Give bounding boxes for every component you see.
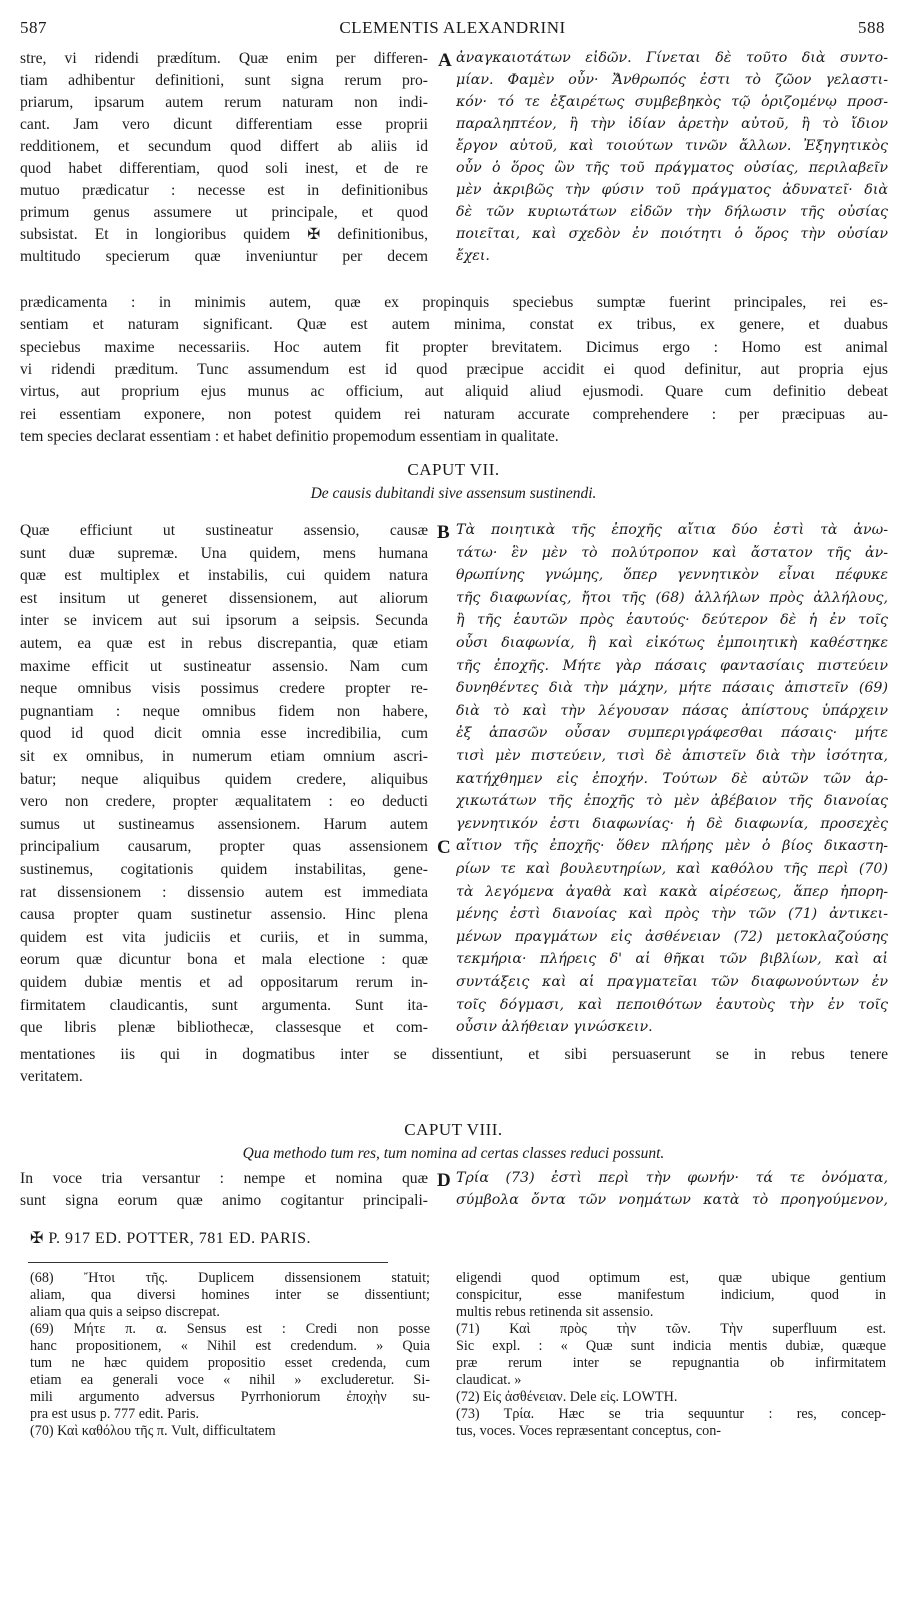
chapter-7-subtitle: De causis dubitandi sive assensum sustinendi. — [310, 485, 597, 502]
latin-full-line: speciebus maxime necessariis. Hoc autem fit propter brevitatem. Dicimus ergo : Homo est animal — [20, 338, 888, 356]
latin-line: pugnantiam : neque omnibus fidem non habere, — [20, 702, 428, 720]
greek-line: μένης ἐστὶ διανοίας καὶ πρὸς τὴν τῶν (71) ἀντικει- — [456, 906, 888, 923]
latin-line: sit ex omnibus, in numerum etiam omnium ascri- — [20, 748, 428, 765]
greek-line: οὖσιν ἀλήθειαν γινώσκειν. — [456, 1019, 653, 1036]
latin-line: quod id quod dicit omnia esse incredibilia, cum — [20, 725, 428, 743]
running-header — [20, 18, 885, 42]
latin-line: stre, vi ridendi prædítum. Quæ enim per differen- — [20, 50, 428, 67]
margin-letter-a: A — [438, 50, 452, 71]
latin-line: mutuo prædicatur : necesse est in definitionibus — [20, 182, 428, 199]
footnote-left-line: (70) Καὶ καθόλου τῆς π. Vult, difficultatem — [30, 1423, 276, 1439]
latin-line: batur; neque aliquibus quidem credere, aliquibus — [20, 770, 428, 788]
footnote-right-line: (72) Εἰς ἀσθένειαν. Dele εἰς. LOWTH. — [456, 1389, 678, 1405]
greek-line: παραληπτέον, ἢ τὴν ἰδίαν ἀρετὴν αὐτοῦ, ἢ τὸ ἴδιον — [456, 116, 888, 132]
footnote-rule — [28, 1262, 388, 1263]
latin-line: maxime efficit ut sustineatur assensio. Nam cum — [20, 657, 428, 675]
latin-full-line: mentationes iis qui in dogmatibus inter se dissentiunt, et sibi persuaserunt se in rebus tenere — [20, 1046, 888, 1063]
footnote-left-line: pra est usus p. 777 edit. Paris. — [30, 1406, 200, 1422]
latin-line: sustinemus, cogitationis quidem instabilitas, gene- — [20, 861, 428, 878]
page-number-right: 588 — [858, 18, 885, 37]
latin-full-line: veritatem. — [20, 1068, 83, 1085]
greek-line: τοῖς δόγμασι, καὶ πεποιθότων ἑαυτοὺς τὴν ἐν τοῖς — [456, 996, 888, 1013]
footnote-left-line: (68) Ἤτοι τῆς. Duplicem dissensionem statuit; — [30, 1270, 430, 1286]
greek-line: ἐξ ἁπασῶν οὖσαν συμπεριγράφεσθαι πάσαις· μήτε — [456, 725, 888, 742]
chapter-8-subtitle: Qua methodo tum res, tum nomina ad certas classes reduci possunt. — [242, 1145, 665, 1162]
footnote-right-line: conspicitur, esse manifestum indicium, quod in — [456, 1287, 886, 1303]
greek-line: δὲ τῶν κυριωτάτων εἰδῶν τὴν δήλωσιν τῆς οὐσίας — [456, 204, 888, 220]
latin-line: principalium causarum, propter quas assensionem — [20, 838, 428, 856]
greek-line: ἀναγκαιοτάτων εἰδῶν. Γίνεται δὲ τοῦτο διὰ συντο- — [456, 50, 888, 66]
latin-line: neque omnibus visis possimus credere propter re- — [20, 680, 428, 698]
footnote-right-line: præ rerum inter se repugnantia ob infirmitatem — [456, 1355, 886, 1371]
greek-line: διὰ τὸ καὶ τὴν λέγουσαν πάσας ἀπίστους ὑπάρχειν — [456, 702, 888, 719]
footnote-left-line: mili argumento adversus Pyrrhoniorum ἐποχὴν su- — [30, 1389, 430, 1405]
greek-line: σύμβολα ὄντα τῶν νοημάτων κατὰ τὸ προηγούμενον, — [456, 1192, 888, 1208]
chapter-8-title: CAPUT VIII. — [404, 1120, 503, 1139]
chapter-7-title: CAPUT VII. — [407, 460, 500, 479]
footnote-right-line: multis rebus retinenda sit assensio. — [456, 1304, 654, 1320]
latin-line: priarum, ipsarum autem rerum naturam non indi- — [20, 94, 428, 111]
latin-line: causa propter quam sustinetur assensio. Hinc plena — [20, 906, 428, 924]
greek-line: ἔχει. — [456, 248, 490, 264]
greek-line: τεκμήρια· πλήρεις δ' αἱ θῆκαι τῶν βιβλίων, καὶ αἱ — [456, 951, 888, 968]
greek-line: χικωτάτων τῆς ἐποχῆς τὸ μὲν ἀβέβαιον τῆς διανοίας — [456, 793, 888, 810]
page-number-left: 587 — [20, 18, 47, 37]
greek-line: Τὰ ποιητικὰ τῆς ἐποχῆς αἴτια δύο ἐστὶ τὰ ἀνω- — [456, 522, 888, 538]
footnote-right-line: (73) Τρία. Hæc se tria sequuntur : res, concep- — [456, 1406, 886, 1422]
footnote-left-line: etiam ea generali voce « nihil » excluderetur. Si- — [30, 1372, 430, 1388]
greek-line: τῆς διαφωνίας, ἤτοι τῆς (68) ἀλλήλων πρὸς ἀλλήλους, — [456, 589, 888, 606]
potter-edition-note: ✠ P. 917 ED. POTTER, 781 ED. PARIS. — [30, 1230, 312, 1247]
footnote-right-line: tus, voces. Voces repræsentant conceptus, con- — [456, 1423, 722, 1439]
greek-line: ποιεῖται, καὶ σχεδὸν ἐν ποιότητι ὁ ὅρος τὴν οὐσίαν — [456, 226, 888, 242]
footnote-right-line: (71) Καὶ πρὸς τὴν τῶν. Τὴν superfluum est. — [456, 1321, 886, 1337]
greek-line: τισὶ μὲν πιστεύειν, τισὶ δὲ ἀπιστεῖν διὰ τὴν ἰσότητα, — [456, 748, 888, 764]
latin-full-line: vi ridendi præditum. Tunc assumendum est id quod præcipue accidit ei quod definitur, aut propria ejus — [20, 360, 888, 378]
latin-line: quidem dubiæ mentis et ad oppositarum rerum in- — [20, 974, 428, 991]
latin-full-line: sentiam et naturam significant. Quæ est autem minima, constat ex tribus, ex genere, et duabus — [20, 316, 888, 334]
greek-line: τῆς ἐποχῆς. Μήτε γὰρ πάσαις φαντασίαις πιστεύειν — [456, 657, 888, 674]
greek-line: οὖσι διαφωνία, ἣ καὶ εἰκότως ἐμποιητικὴ καθέστηκε — [456, 635, 888, 651]
greek-line: ἔργον αὐτοῦ, καὶ τοιούτων τινῶν ἄλλων. Ἐξηγητικὸς — [456, 138, 888, 154]
latin-line: tiam adhibentur definitioni, sunt signa rerum pro- — [20, 72, 428, 89]
greek-line: Τρία (73) ἐστὶ περὶ τὴν φωνήν· τά τε ὀνόματα, — [456, 1170, 888, 1186]
footnote-right-line: claudicat. » — [456, 1372, 522, 1388]
latin-line: rat dissensionem : dissensio autem est immediata — [20, 883, 428, 901]
latin-line: eorum quæ dicuntur bona et mala electione : quæ — [20, 951, 428, 969]
latin-line: sumus ut sustineamus assensionem. Harum autem — [20, 815, 428, 833]
footnote-right-line: Sic expl. : « Quæ sunt indicia mentis dubiæ, quæque — [456, 1338, 886, 1354]
footnote-left-line: hanc propositionem, « Nihil est credendum. » Quia — [30, 1338, 430, 1354]
greek-line: δυνηθέντες διὰ τὴν μάχην, μήτε πάσαις ἀπιστεῖν (69) — [456, 680, 888, 697]
latin-full-line: rei essentiam exponere, non potest quidem rei naturam accurate comprehendere : per præcipuas au- — [20, 405, 888, 423]
greek-line: ρίων τε καὶ βουλευτηρίων, καὶ καθόλου τῆς περὶ (70) — [456, 861, 888, 877]
greek-line: τάτω· ἓν μὲν τὸ πολύτροπον καὶ ἄστατον τῆς ἀν- — [456, 544, 888, 561]
greek-line: κόν· τό τε ἐξαιρέτως συμβεβηκὸς τῷ ὁριζομένῳ προσ- — [456, 94, 888, 110]
greek-line: συντάξεις καὶ αἱ πραγματεῖαι τῶν διαφωνούντων ἐν — [456, 974, 888, 990]
latin-line: sunt signa eorum quæ animo cogitantur principali- — [20, 1192, 428, 1209]
greek-line: θρωπίνης γνώμης, ὅπερ γεννητικὸν εἶναι πέφυκε — [456, 567, 888, 584]
latin-line: autem, ea quæ est in rebus discrepantia, quæ etiam — [20, 635, 428, 652]
latin-line: est insitum ut generet dissensionem, aut aliorum — [20, 589, 428, 607]
footnote-left-line: aliam, qua diversi homines inter se dissentiunt; — [30, 1287, 430, 1303]
greek-line: γεννητικόν ἐστι διαφωνίας· ἡ δὲ διαφωνία, προσεχὲς — [456, 815, 888, 832]
latin-line: que libris plenæ bibliothecæ, classesque et com- — [20, 1019, 428, 1037]
margin-letter-c: C — [437, 837, 451, 858]
greek-line: κατήχθημεν εἰς ἐποχήν. Τούτων δὲ αὐτῶν τῶν ἀρ- — [456, 770, 888, 787]
latin-line: quæ est multiplex et instabilis, cui quidem natura — [20, 567, 428, 585]
latin-line: Quæ efficiunt ut sustineatur assensio, causæ — [20, 522, 428, 539]
latin-line: redditionem, et secundum quod differt ab aliis id — [20, 138, 428, 155]
latin-full-line: virtus, aut proprium ejus munus ac officium, aut aliquid aliud ejusmodi. Quare cum definitio debeat — [20, 383, 888, 401]
greek-line: αἴτιον τῆς ἐποχῆς· ὅθεν πλήρης μὲν ὁ βίος δικαστη- — [456, 838, 888, 855]
greek-line: ἢ τῆς ἑαυτῶν πρὸς ἑαυτούς· δεύτερον δὲ ἡ ἐν τοῖς — [456, 612, 888, 629]
latin-line: vero non credere, propter æqualitatem : eo deducti — [20, 793, 428, 811]
running-title: CLEMENTIS ALEXANDRINI — [339, 18, 566, 37]
greek-line: μίαν. Φαμὲν οὖν· Ἄνθρωπός ἐστι τὸ ζῶον γελαστι- — [456, 72, 888, 88]
greek-line: μένων πραγμάτων εἰς ἀσθένειαν (72) μετοκλαζούσης — [456, 928, 888, 945]
margin-letter-b: B — [437, 522, 450, 543]
latin-line: inter se invicem aut sui ipsorum a seipsis. Secunda — [20, 612, 428, 630]
footnote-left-line: aliam qua quis a seipso discrepat. — [30, 1304, 220, 1320]
greek-line: οὖν ὁ ὅρος ὢν τῆς τοῦ πράγματος οὐσίας, περιλαβεῖν — [456, 160, 888, 176]
latin-line: sunt duæ supremæ. Una quidem, mens humana — [20, 544, 428, 562]
latin-line: primum genus assumere ut principale, et quod — [20, 204, 428, 221]
greek-line: μὲν ἀκριβῶς τὴν φύσιν τοῦ πράγματος ἀδυνατεῖ· διὰ — [456, 182, 888, 198]
margin-letter-d: D — [437, 1170, 451, 1191]
footnote-right-line: eligendi quod optimum est, quæ ubique gentium — [456, 1270, 886, 1286]
footnote-left-line: (69) Μήτε π. α. Sensus est : Credi non posse — [30, 1321, 430, 1337]
latin-line: cant. Jam vero dicunt differentiam esse proprii — [20, 116, 428, 133]
latin-line: quidem est vita judiciis et curiis, et in summa, — [20, 928, 428, 946]
latin-full-line: prædicamenta : in minimis autem, quæ ex propinquis speciebus sumptæ fuerint principales, rei es- — [20, 294, 888, 311]
latin-line: subsistat. Et in longioribus quidem ✠ definitionibus, — [20, 226, 428, 243]
footnote-left-line: tum ne hæc quidem propositio esset credenda, cum — [30, 1355, 430, 1371]
greek-line: τὰ λεγόμενα ἀγαθὰ καὶ κακὰ αἱρέσεως, ἅπερ ἠπορη- — [456, 883, 888, 900]
latin-line: firmitatem claudicantis, sunt argumenta. Sunt ita- — [20, 996, 428, 1014]
latin-line: quod habet differentiam, quod soli inest, et de re — [20, 160, 428, 177]
latin-line: multitudo specierum quæ inveniuntur per decem — [20, 248, 428, 265]
latin-line: In voce tria versantur : nempe et nomina quæ — [20, 1170, 428, 1187]
latin-full-line: tem species declarat essentiam : et habet definitio propemodum essentiam in qualitate. — [20, 427, 559, 445]
